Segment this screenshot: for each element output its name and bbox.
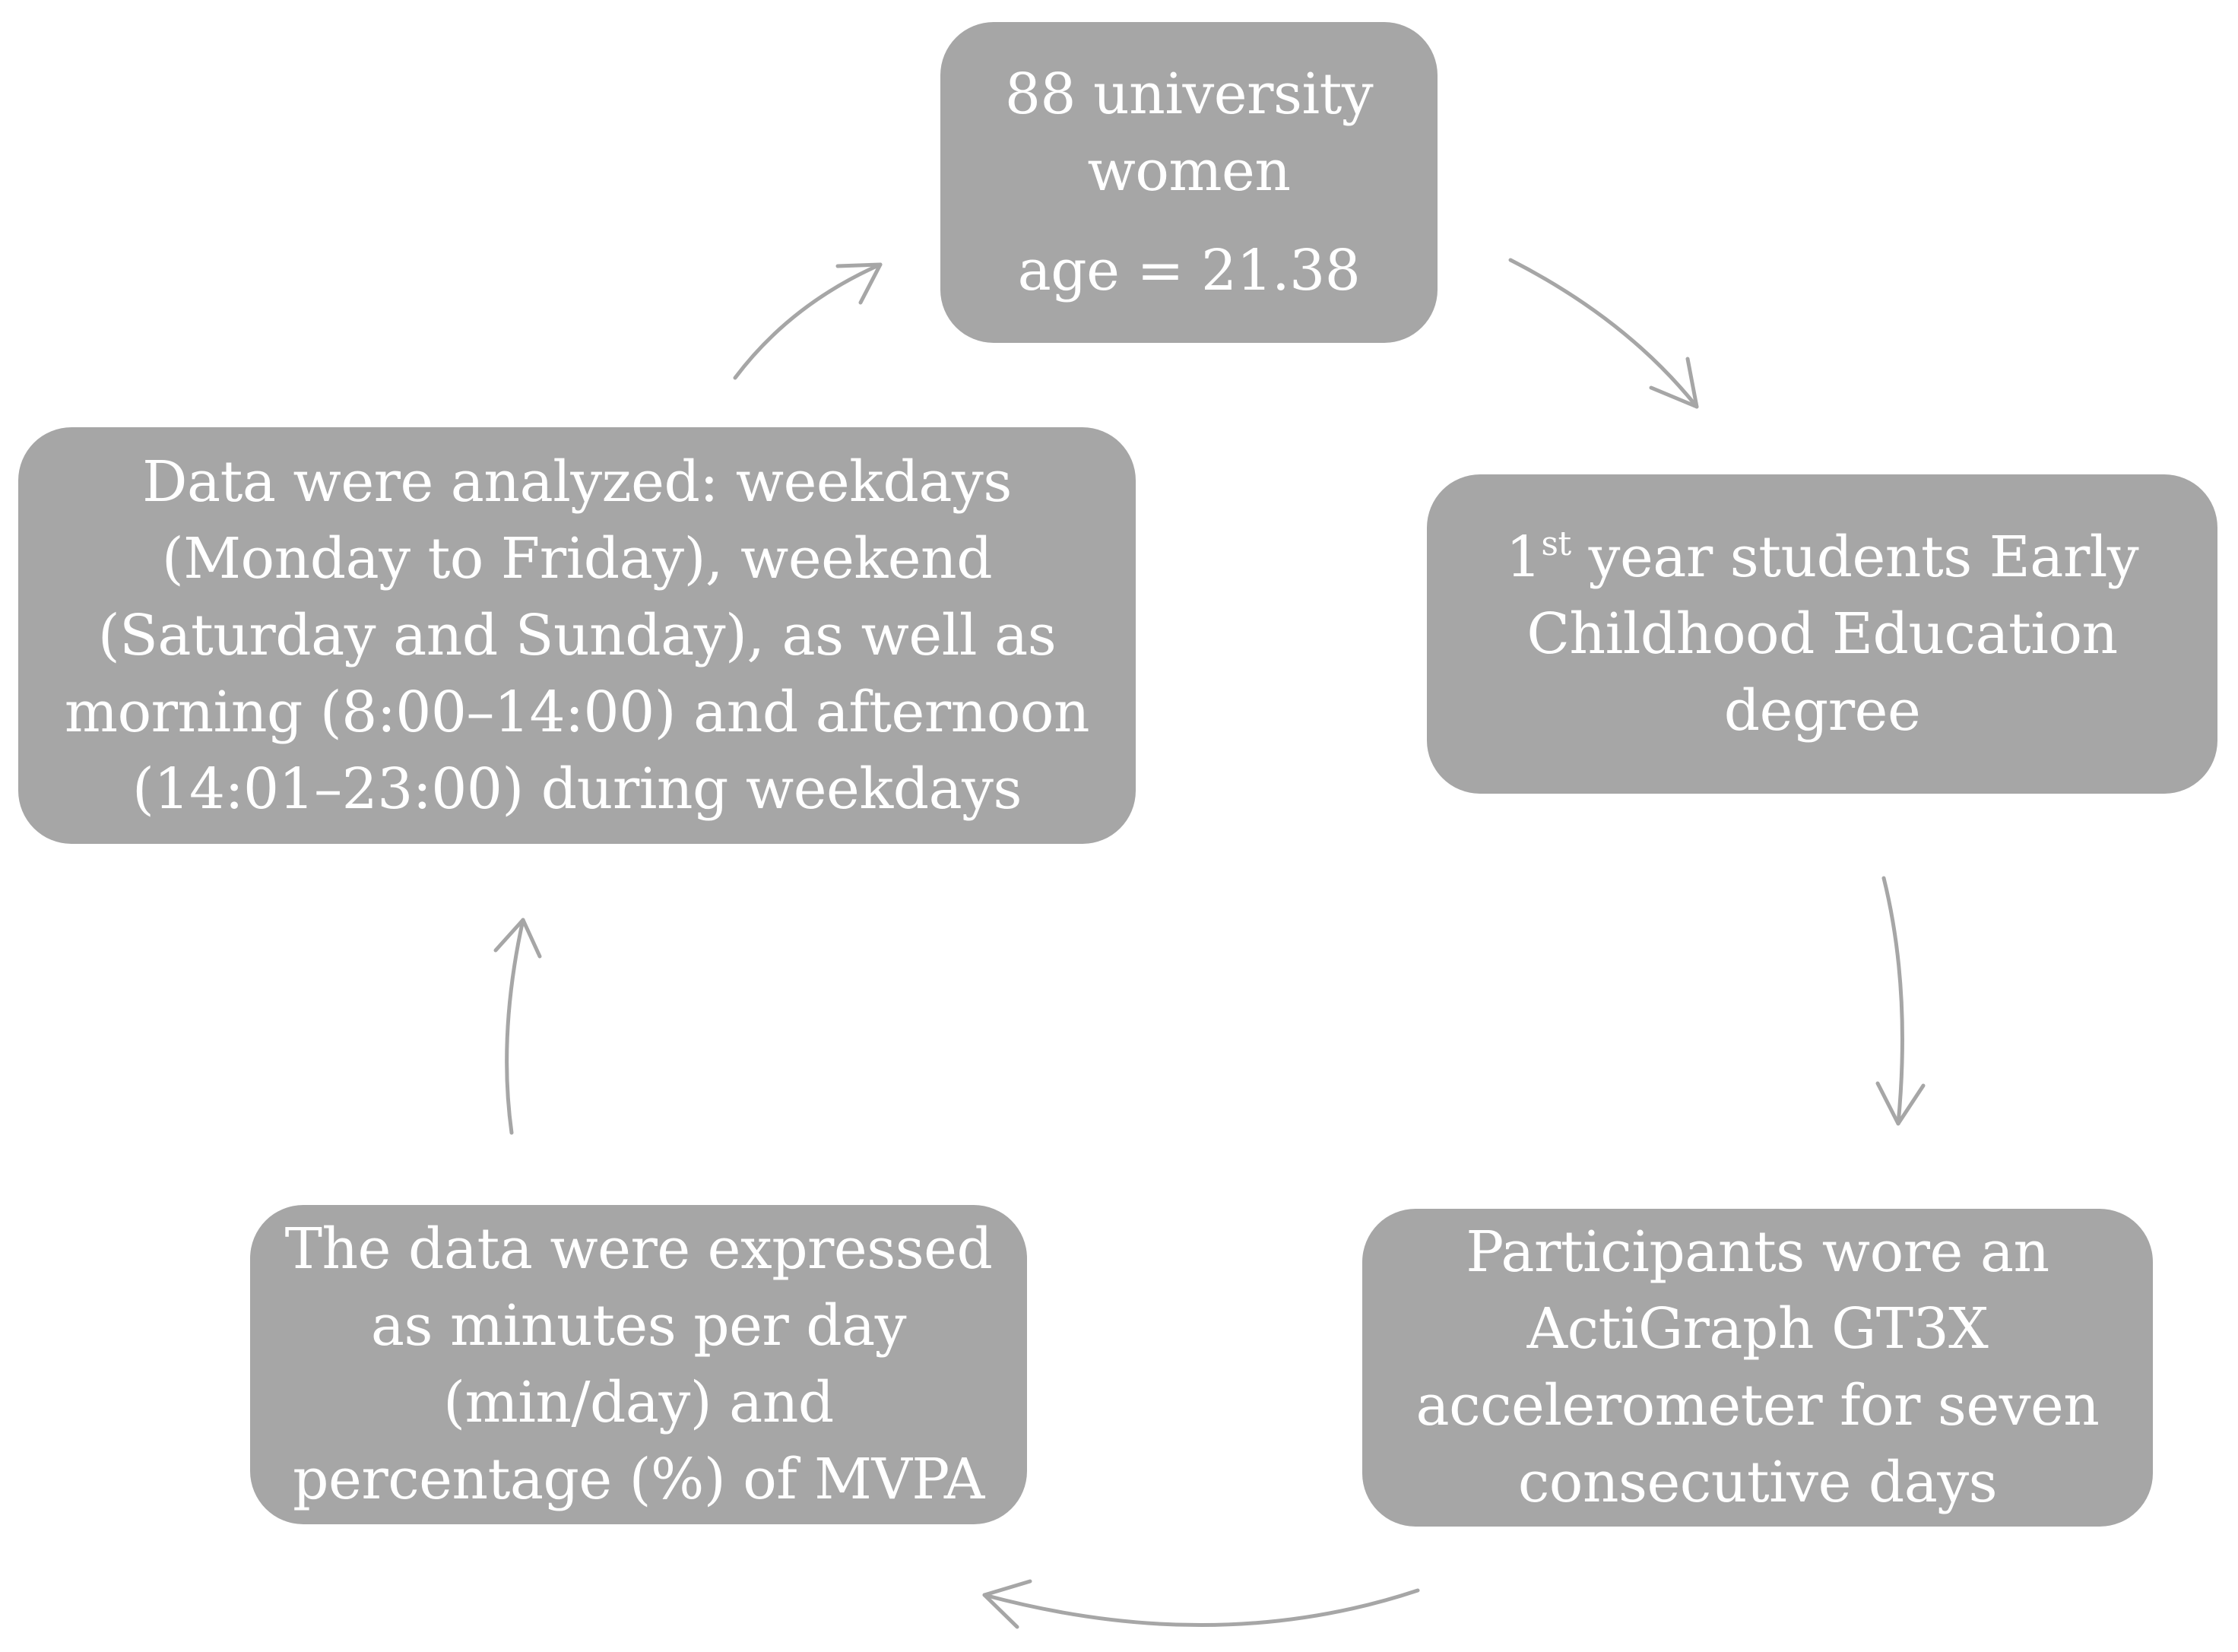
expression-line-4: percentage (%) of MVPA — [293, 1447, 984, 1512]
device-line-4: consecutive days — [1517, 1450, 1998, 1515]
analysis-line-2: (Monday to Friday), weekend — [161, 525, 993, 591]
step-cohort-box — [1427, 474, 2217, 794]
arrow-cohort-to-device — [1878, 878, 1923, 1124]
step-participants-box — [940, 22, 1438, 343]
analysis-line-1: Data were analyzed: weekdays — [142, 449, 1012, 515]
step-analysis-box — [18, 427, 1136, 844]
arrow-analysis-to-participants — [735, 265, 880, 378]
arrow-participants-to-cohort — [1510, 260, 1697, 407]
analysis-line-3: (Saturday and Sunday), as well as — [97, 602, 1057, 668]
participants-line-2: women — [1087, 138, 1291, 204]
expression-line-1: The data were expressed — [284, 1216, 993, 1282]
analysis-line-5: (14:01–23:00) during weekdays — [132, 756, 1022, 822]
expression-line-3: (min/day) and — [443, 1370, 834, 1435]
cohort-line-1 — [1506, 519, 2138, 596]
arrow-expression-to-analysis — [496, 920, 540, 1133]
cohort-line-1-rest: year students Early — [1571, 524, 2139, 590]
cohort-line-2: Childhood Education — [1526, 601, 2118, 667]
expression-line-2: as minutes per day — [370, 1293, 907, 1359]
analysis-line-4: morning (8:00–14:00) and afternoon — [64, 679, 1090, 745]
device-line-1: Participants wore an — [1466, 1219, 2049, 1285]
step-expression-box — [250, 1205, 1027, 1524]
participants-line-1: 88 university — [1004, 61, 1374, 127]
arrow-device-to-expression — [984, 1581, 1418, 1627]
device-line-2: ActiGraph GT3X — [1526, 1296, 1989, 1362]
cohort-line-3: degree — [1723, 677, 1921, 744]
cohort-ordinal-number: 1 — [1505, 524, 1542, 590]
step-device-box — [1362, 1209, 2153, 1527]
participants-line-3: age = 21.38 — [1017, 237, 1361, 303]
device-line-3: accelerometer for seven — [1415, 1373, 2100, 1438]
cohort-ordinal-suffix: st — [1541, 524, 1571, 563]
